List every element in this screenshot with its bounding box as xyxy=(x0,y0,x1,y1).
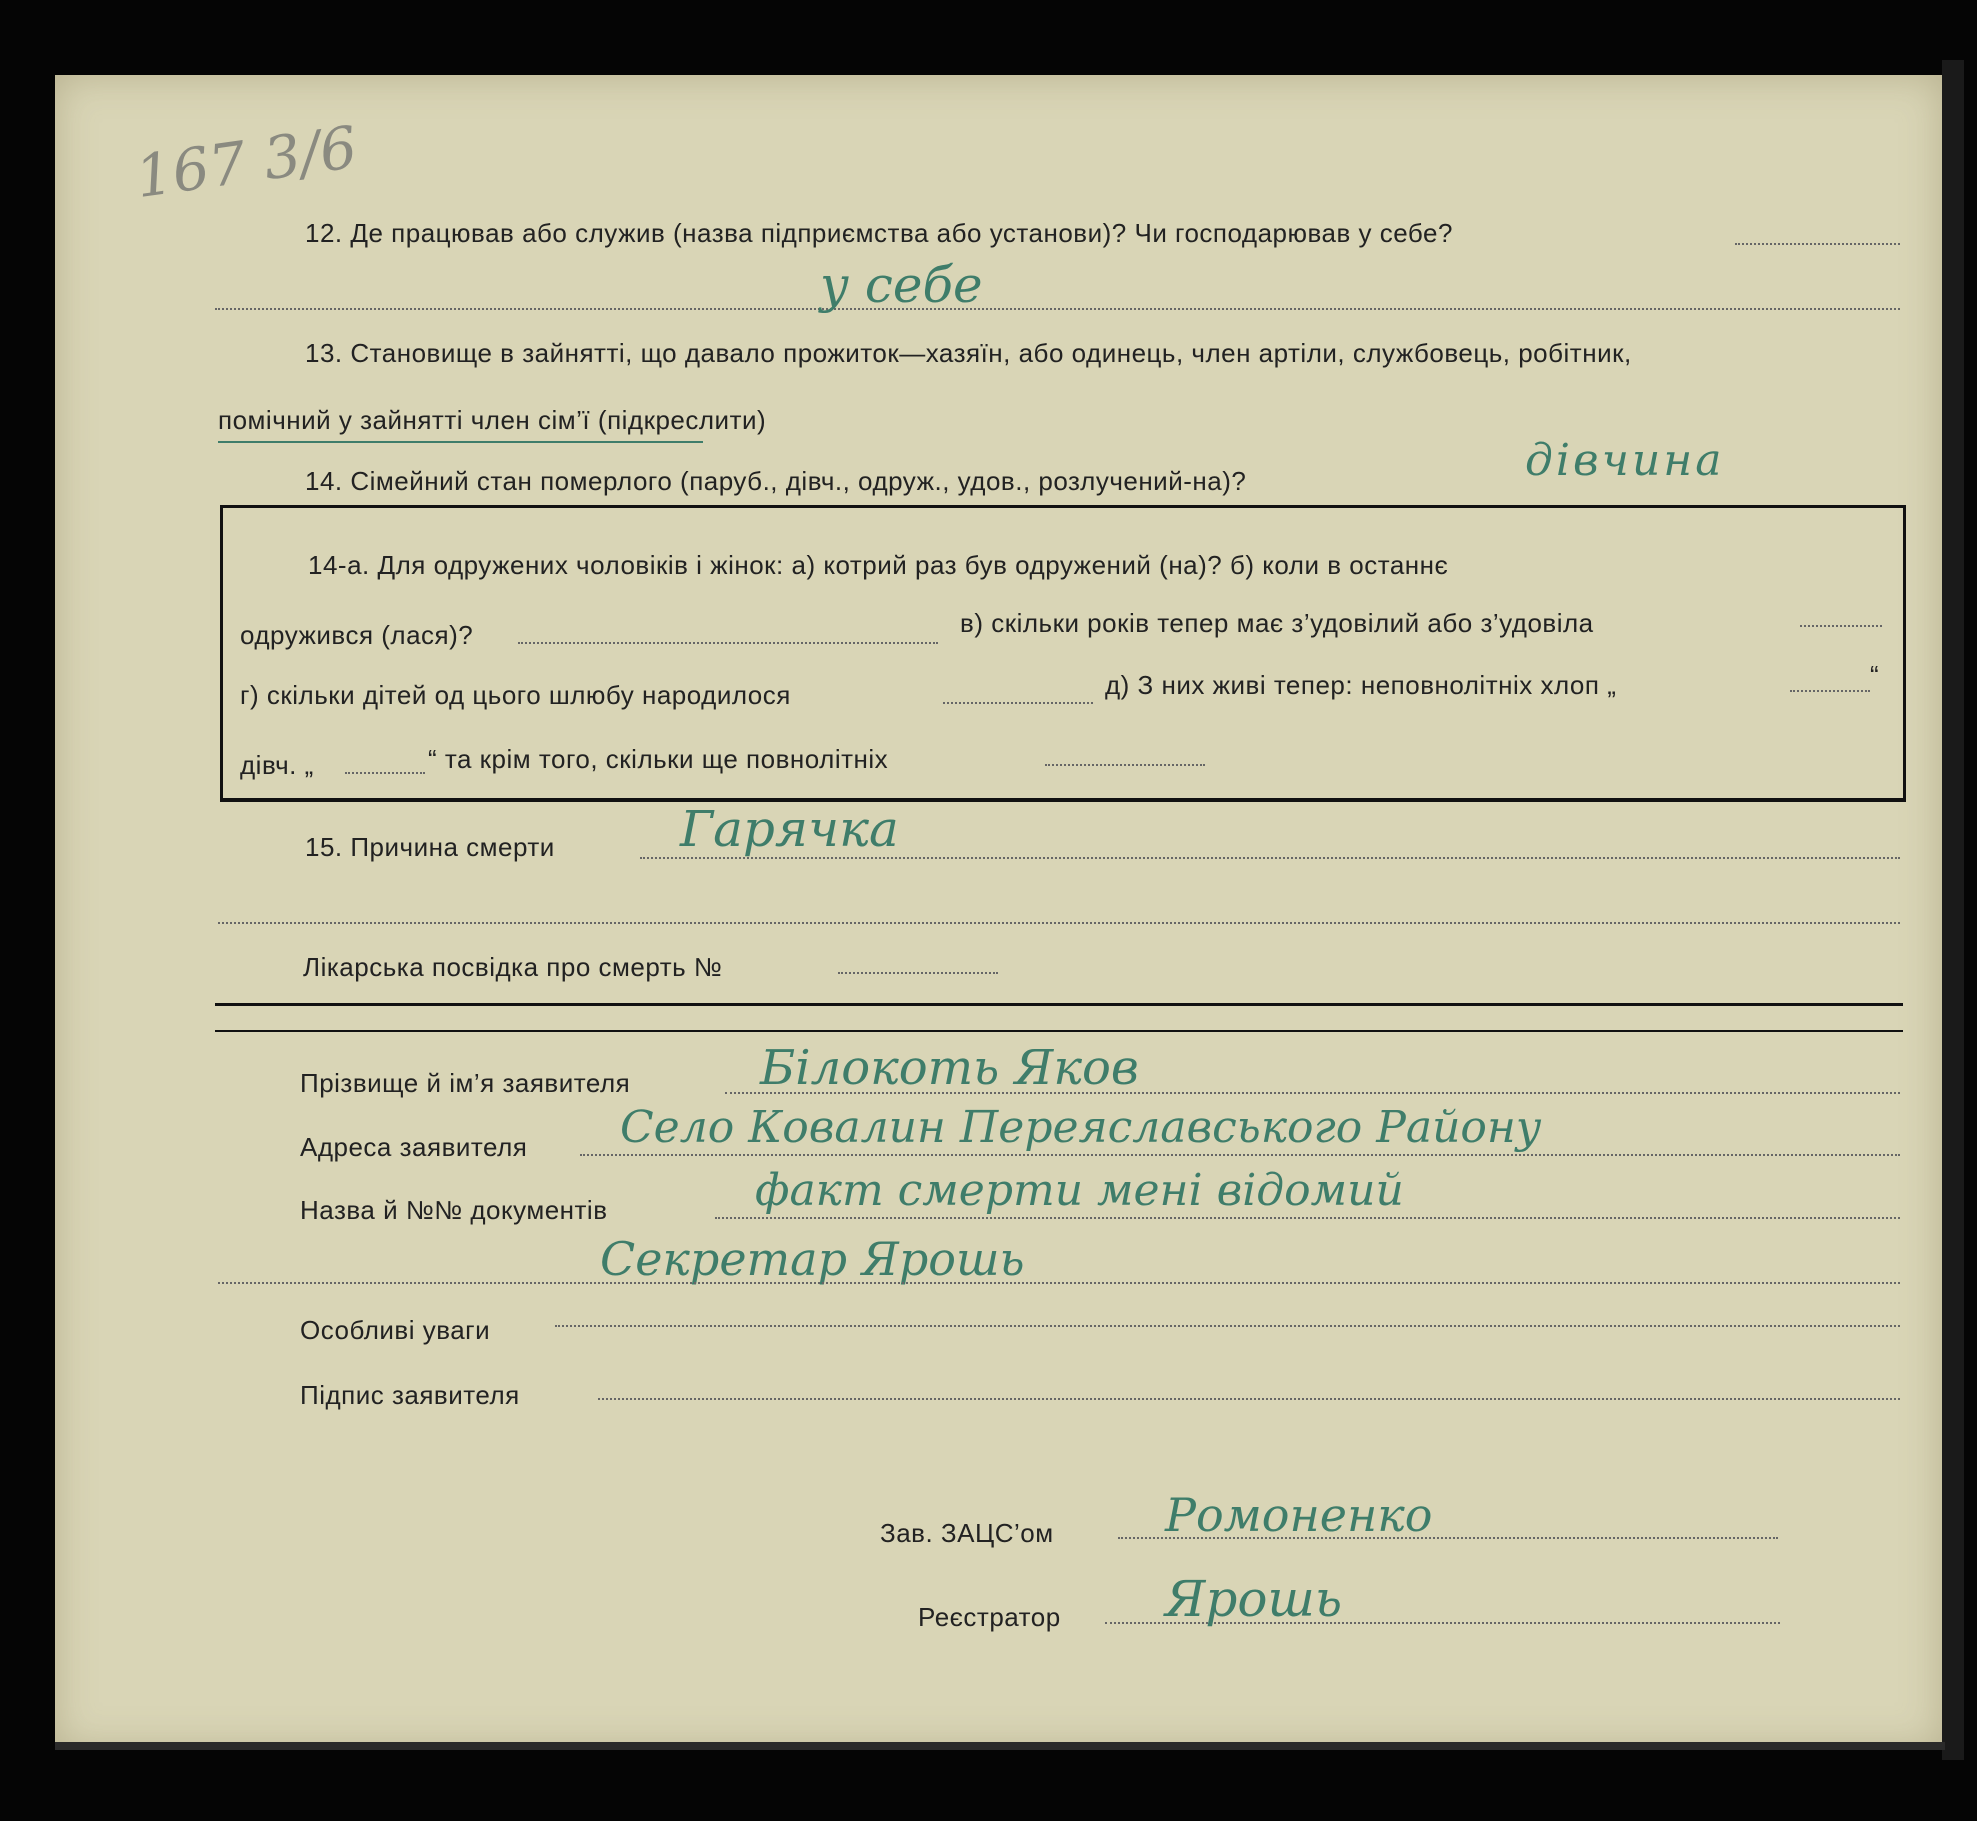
q14a-marriage-date-field xyxy=(518,642,938,644)
q14a-line2b: в) скільки років тепер має з’удовілий або з’удовіла xyxy=(960,608,1594,638)
section-divider-bottom xyxy=(215,1030,1903,1032)
documents-value-line1: факт смерти мені відомий xyxy=(755,1165,1404,1216)
q12-label: 12. Де працював або служив (назва підприємства або установи)? Чи господарював у себе? xyxy=(305,218,1453,248)
q15-label: 15. Причина смерти xyxy=(305,832,555,862)
q14a-minor-boys-field xyxy=(1790,690,1870,692)
q12-dotted-line xyxy=(1735,243,1900,245)
applicant-address-label: Адреса заявителя xyxy=(300,1132,528,1162)
q13-underlined-option: помічний у зайнятті член сім’ї xyxy=(218,405,591,435)
section-divider-top xyxy=(215,1003,1903,1006)
q14a-children-count-field xyxy=(943,702,1093,704)
documents-line xyxy=(715,1217,1900,1219)
q14a-line1: 14-а. Для одружених чоловіків і жінок: а) котрий раз був одружений (на)? б) коли в останнє xyxy=(308,550,1449,580)
applicant-address-line xyxy=(580,1154,1900,1156)
registrar-signature: Ярошь xyxy=(1165,1570,1343,1628)
document-page xyxy=(55,75,1942,1750)
q14a-line3c: “ xyxy=(1870,660,1880,690)
q13-answer-underline xyxy=(218,441,703,443)
q14a-minor-girls-field xyxy=(345,772,425,774)
q14a-line4a: дівч. „ xyxy=(240,750,314,780)
q14a-adult-children-field xyxy=(1045,764,1205,766)
q12-answer: у себе xyxy=(820,256,983,314)
q12-answer-line xyxy=(215,308,1900,310)
q14a-line2a: одружився (лася)? xyxy=(240,620,474,650)
q14a-line3b: д) З них живі тепер: неповнолітніх хлоп „ xyxy=(1105,670,1617,700)
applicant-name-label: Прізвище й ім’я заявителя xyxy=(300,1068,631,1098)
q14a-line4b: “ та крім того, скільки ще повнолітніх xyxy=(428,744,889,774)
applicant-address-value: Село Ковалин Переяславського Району xyxy=(620,1102,1542,1153)
applicant-name-value: Білокоть Яков xyxy=(760,1040,1139,1096)
q14a-line3a: г) скільки дітей од цього шлюбу народилося xyxy=(240,680,791,710)
archive-number: 167 3/6 xyxy=(131,112,362,212)
q13-label-cont xyxy=(218,405,766,436)
q14-label: 14. Сімейний стан померлого (паруб., дівч., одруж., удов., розлучений-на)? xyxy=(305,466,1247,496)
medical-certificate-number-field xyxy=(838,972,998,974)
registrar-label: Реєстратор xyxy=(918,1602,1061,1632)
q15-answer: Гарячка xyxy=(680,800,899,858)
applicant-signature-line xyxy=(598,1398,1900,1400)
q13-label: 13. Становище в зайнятті, що давало прожиток—хазяїн, або одинець, член артіли, службовець, робітник, xyxy=(305,338,1632,368)
page-edge-shadow xyxy=(1942,60,1964,1760)
remarks-line xyxy=(555,1325,1900,1327)
documents-line-2 xyxy=(218,1282,1900,1284)
q14-answer: дівчина xyxy=(1525,435,1725,486)
medical-certificate-label: Лікарська посвідка про смерть № xyxy=(303,952,723,982)
head-label: Зав. ЗАЦС’ом xyxy=(880,1518,1054,1548)
documents-value-line2: Секретар Ярошь xyxy=(600,1232,1025,1286)
remarks-label: Особливі уваги xyxy=(300,1315,491,1345)
documents-label: Назва й №№ документів xyxy=(300,1195,608,1225)
q15-answer-line-2 xyxy=(218,922,1900,924)
head-signature: Ромоненко xyxy=(1165,1488,1433,1542)
q14a-years-widowed-field xyxy=(1800,625,1882,627)
applicant-signature-label: Підпис заявителя xyxy=(300,1380,520,1410)
q13-instruction: (підкреслити) xyxy=(597,405,767,435)
page-bottom-edge xyxy=(55,1742,1945,1750)
